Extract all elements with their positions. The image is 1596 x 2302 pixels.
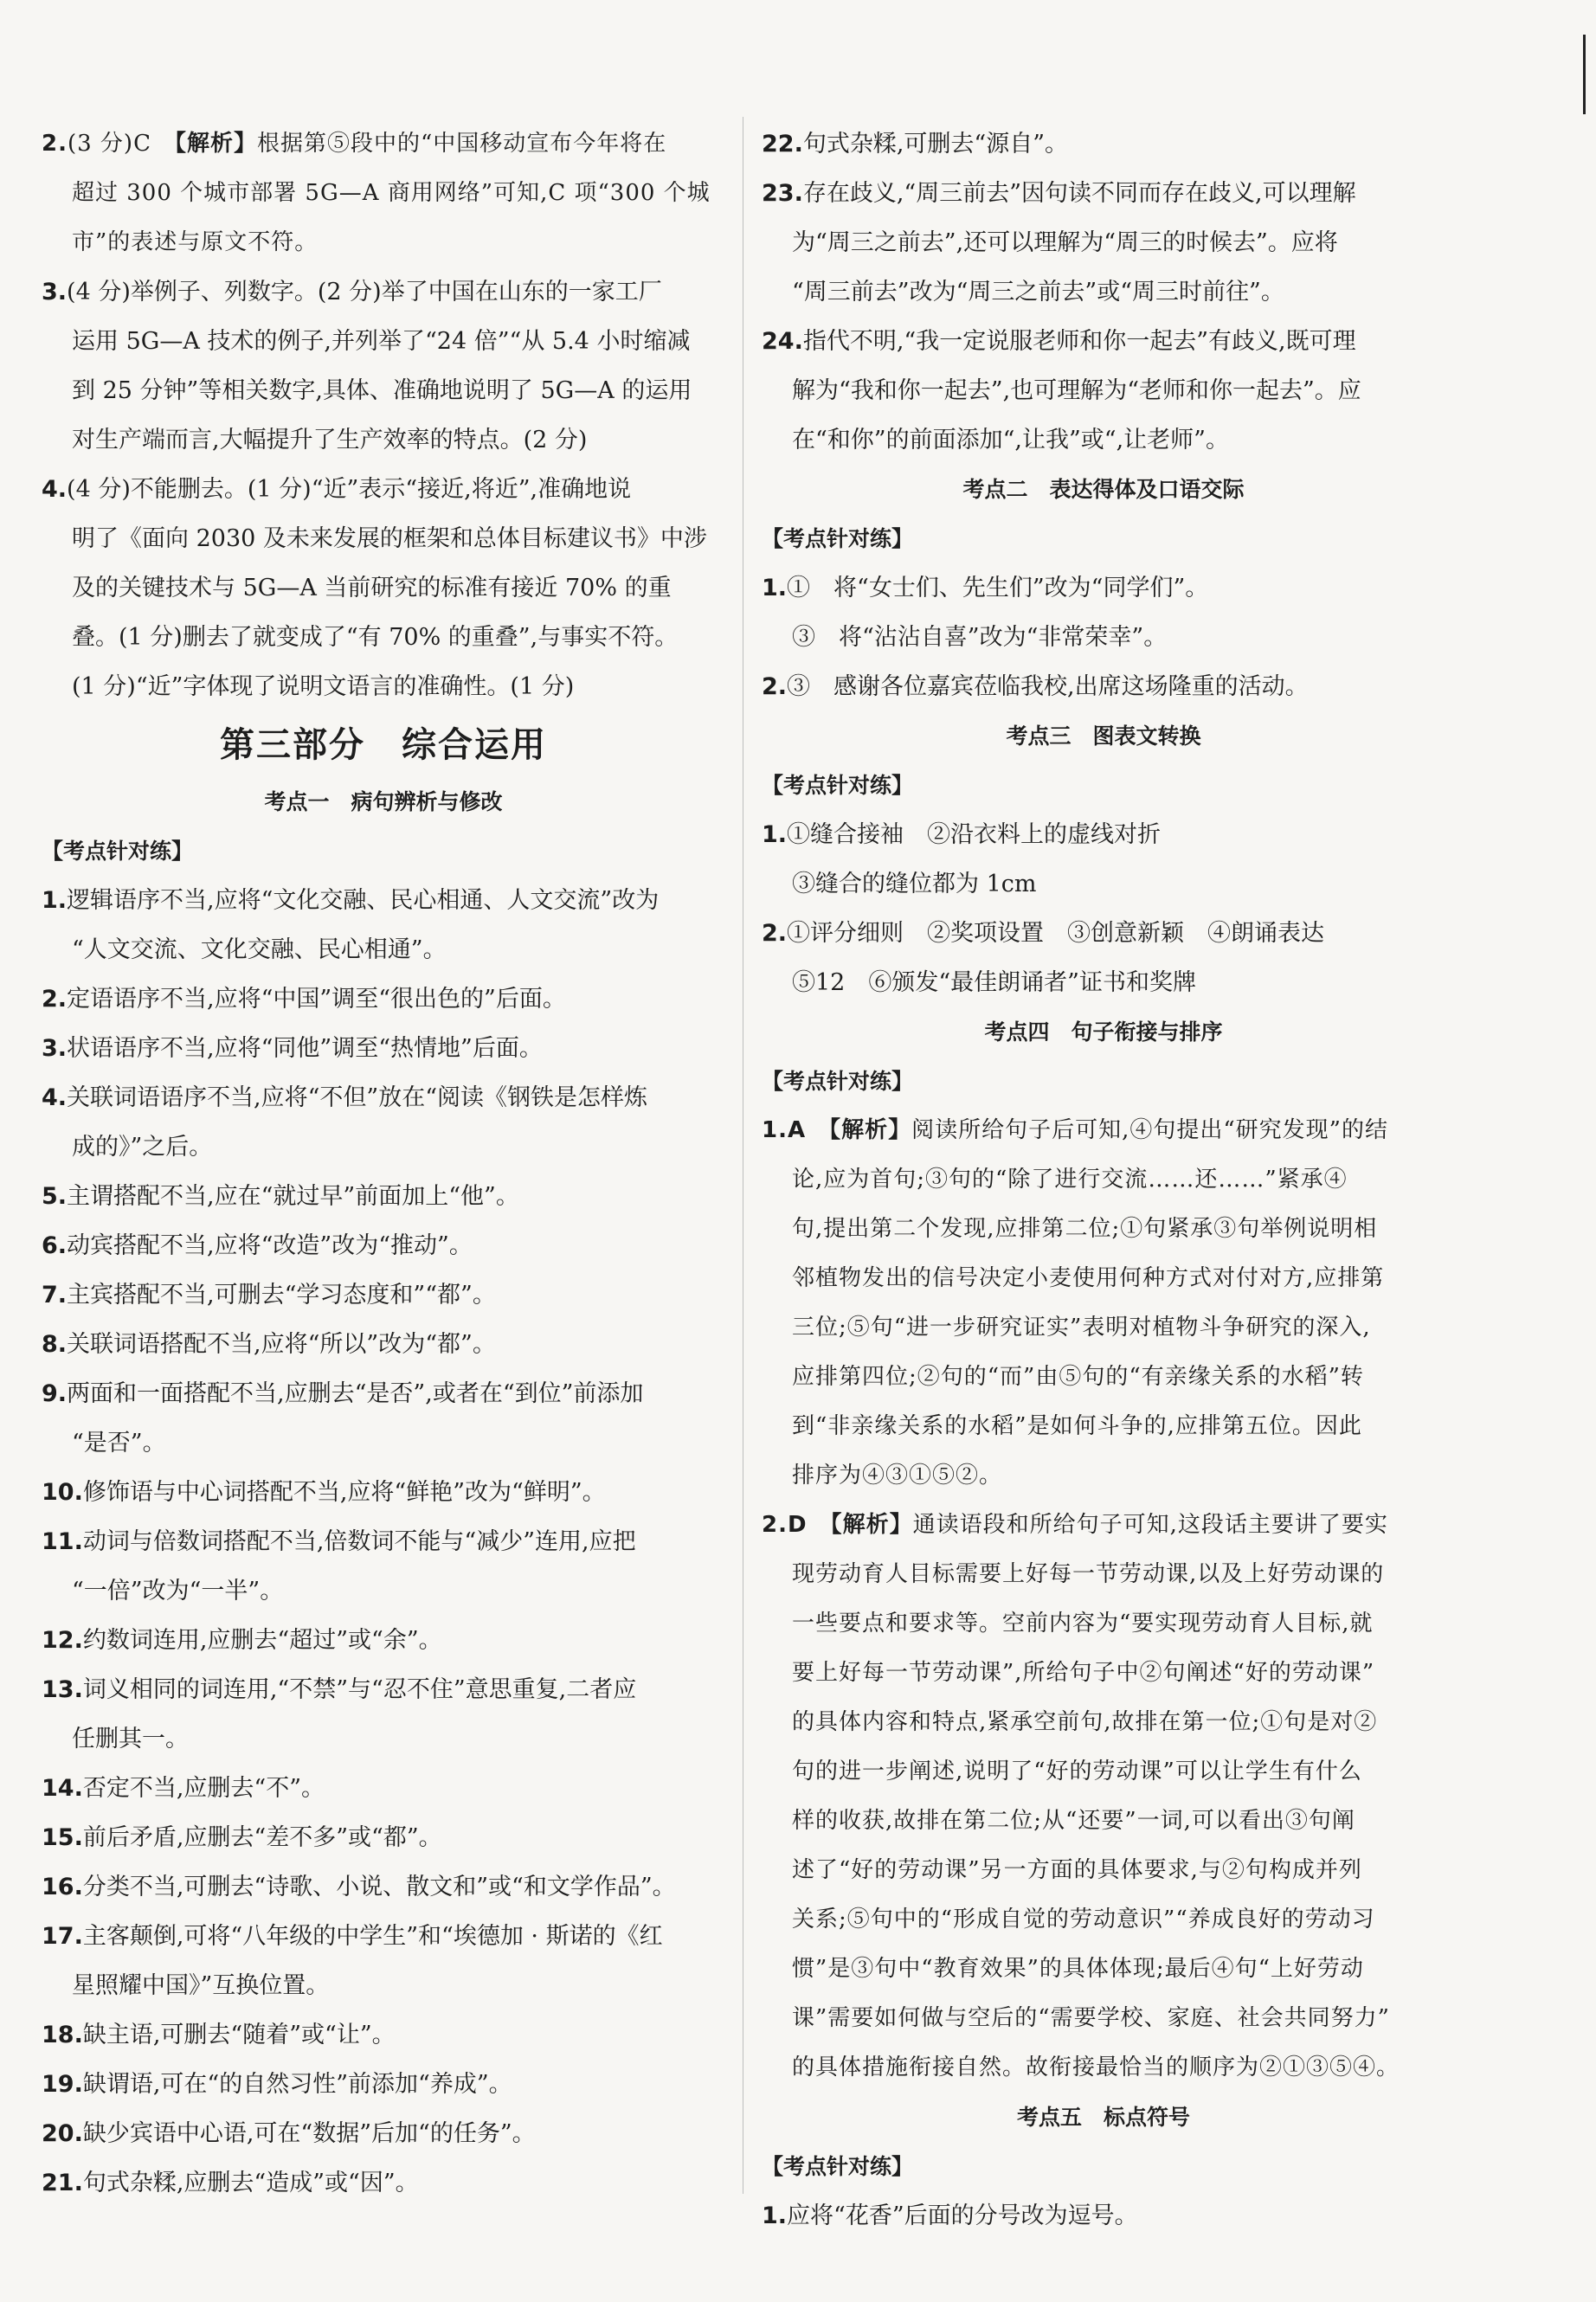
item-number: 1. (762, 821, 788, 848)
topic-4-answer-1 (762, 1106, 1445, 1155)
item-number: 1. (762, 2202, 788, 2229)
answer-item (762, 169, 1445, 218)
answer-item (42, 1616, 725, 1665)
answer-text: (4 分)举例子、列数字。(2 分)举了中国在山东的一家工厂 (67, 279, 662, 305)
practice-label: 【考点针对练】 (762, 526, 914, 551)
answer-text: 否定不当,应删去“不”。 (82, 1775, 325, 1802)
item-number: 2. (762, 920, 788, 947)
answer-text: 状语语序不当,应将“同他”调至“热情地”后面。 (67, 1035, 543, 1062)
item-number: 13. (42, 1676, 83, 1703)
answer-item (42, 2010, 725, 2060)
item-number: 2. (42, 986, 68, 1013)
answer-text: 主客颠倒,可将“八年级的中学生”和“埃德加 · 斯诺的《红 (82, 1923, 663, 1950)
item-number: 10. (42, 1479, 83, 1506)
answer-text: 缺主语,可删去“随着”或“让”。 (82, 2022, 396, 2048)
answer-line: 的具体措施衔接自然。故衔接最恰当的顺序为②①③⑤④。 (792, 2054, 1400, 2080)
answer-text: ①缝合接袖 ②沿衣料上的虚线对折 (787, 821, 1162, 848)
answer-text: 句式杂糅,可删去“源自”。 (802, 131, 1069, 158)
answer-text: 两面和一面搭配不当,应删去“是否”,或者在“到位”前添加 (67, 1380, 644, 1407)
answer-line: 及的关键技术与 5G—A 当前研究的标准有接近 70% 的重 (72, 575, 672, 601)
left-column (42, 119, 725, 2208)
answer-line: 任删其一。 (72, 1726, 189, 1752)
answer-line: 一些要点和要求等。空前内容为“要实现劳动育人目标,就 (792, 1611, 1374, 1636)
answer-text: 缺少宾语中心语,可在“数据”后加“的任务”。 (82, 2120, 536, 2147)
answer-2 (42, 119, 725, 169)
answer-text: 约数词连用,应删去“超过”或“余”。 (82, 1627, 442, 1654)
item-number: 4. (42, 476, 68, 503)
answer-item (42, 1270, 725, 1320)
item-number: 2. (762, 673, 788, 700)
item-number: 11. (42, 1528, 83, 1555)
answer-line: “是否”。 (72, 1430, 166, 1456)
answer-item (42, 1468, 725, 1517)
item-number: 7. (42, 1282, 68, 1309)
answer-line: 解为“我和你一起去”,也可理解为“老师和你一起去”。应 (792, 377, 1361, 404)
answer-line: “周三前去”改为“周三之前去”或“周三时前往”。 (792, 279, 1284, 305)
answer-text: 存在歧义,“周三前去”因句读不同而存在歧义,可以理解 (802, 180, 1356, 207)
answer-line: “人文交流、文化交融、民心相通”。 (72, 936, 447, 963)
practice-label: 【考点针对练】 (762, 1069, 914, 1094)
answer-line: ③ 将“沾沾自喜”改为“非常荣幸”。 (792, 624, 1168, 651)
answer-line: 对生产端而言,大幅提升了生产效率的特点。(2 分) (72, 427, 588, 453)
answer-line: 运用 5G—A 技术的例子,并列举了“24 倍”“从 5.4 小时缩减 (72, 328, 691, 355)
item-number: 9. (42, 1380, 68, 1407)
answer-text: 动词与倍数词搭配不当,倍数词不能与“减少”连用,应把 (82, 1528, 636, 1555)
item-number: 22. (762, 131, 803, 158)
analysis-tag: 【解析】 (829, 1117, 912, 1143)
answer-item (762, 662, 1445, 711)
answer-item (762, 810, 1445, 859)
answer-item (42, 1369, 725, 1418)
answer-line: 现劳动育人目标需要上好每一节劳动课,以及上好劳动课的 (792, 1561, 1385, 1587)
item-number: 8. (42, 1331, 68, 1358)
answer-line: 三位;⑤句“进一步研究证实”表明对植物斗争研究的深入, (792, 1315, 1371, 1341)
answer-item (762, 909, 1445, 958)
item-number: 19. (42, 2071, 83, 2098)
answer-line: 邻植物发出的信号决定小麦使用何种方式对付对方,应排第 (792, 1265, 1385, 1291)
answer-line: 为“周三之前去”,还可以理解为“周三的时候去”。应将 (792, 229, 1338, 256)
part-title: 第三部分 综合运用 (220, 725, 547, 765)
answer-item (42, 2109, 725, 2158)
item-number: 14. (42, 1775, 83, 1802)
answer-line: 惯”是③句中“教育效果”的具体体现;最后④句“上好劳动 (792, 1956, 1364, 1982)
item-number: 12. (42, 1627, 83, 1654)
answer-text: 逻辑语序不当,应将“文化交融、民心相通、人文交流”改为 (67, 887, 660, 914)
answer-line: 在“和你”的前面添加“,让我”或“,让老师”。 (792, 427, 1229, 453)
answer-text: 通读语段和所给句子可知,这段话主要讲了要实 (912, 1512, 1388, 1538)
answer-text: ① 将“女士们、先生们”改为“同学们”。 (787, 575, 1209, 601)
topic-5-answer-1 (762, 2191, 1445, 2241)
answer-text: 词义相同的词连用,“不禁”与“忍不住”意思重复,二者应 (82, 1676, 637, 1703)
answer-item (42, 1764, 725, 1813)
item-number: 24. (762, 328, 803, 355)
item-number: 18. (42, 2022, 83, 2048)
answer-line: 句的进一步阐述,说明了“好的劳动课”可以让学生有什么 (792, 1759, 1362, 1784)
topic-heading-1: 考点一 病句辨析与修改 (264, 789, 503, 814)
item-number: 20. (42, 2120, 83, 2147)
answer-text: 主谓搭配不当,应在“就过早”前面加上“他”。 (67, 1183, 519, 1210)
answer-choice: D (787, 1512, 808, 1538)
practice-label: 【考点针对练】 (762, 773, 914, 798)
answer-line: “一倍”改为“一半”。 (72, 1578, 284, 1604)
answer-item (762, 317, 1445, 366)
answer-line: 句,提出第二个发现,应排第二位;①句紧承③句举例说明相 (792, 1216, 1378, 1242)
answer-line: 明了《面向 2030 及未来发展的框架和总体目标建议书》中涉 (72, 525, 707, 552)
answer-item (762, 119, 1445, 169)
item-number: 5. (42, 1183, 68, 1210)
answer-text: 根据第⑤段中的“中国移动宣布今年将在 (257, 131, 667, 157)
answer-line: 到 25 分钟”等相关数字,具体、准确地说明了 5G—A 的运用 (72, 377, 692, 404)
answer-item (42, 1221, 725, 1270)
answer-line: 市”的表述与原文不符。 (72, 229, 319, 255)
answer-text: 修饰语与中心词搭配不当,应将“鲜艳”改为“鲜明”。 (82, 1479, 606, 1506)
answer-line: 成的》”之后。 (72, 1134, 213, 1161)
item-number: 1. (42, 887, 68, 914)
answer-text: 缺谓语,可在“的自然习性”前添加“养成”。 (82, 2071, 512, 2098)
answer-item (42, 1813, 725, 1862)
answer-text: 动宾搭配不当,应将“改造”改为“推动”。 (67, 1232, 473, 1259)
answer-item (42, 2060, 725, 2109)
item-number: 1. (762, 1117, 788, 1143)
topic-4-answer-1-cont (762, 1155, 1445, 1501)
answer-line: 排序为④③①⑤②。 (792, 1463, 1003, 1489)
item-number: 1. (762, 575, 788, 601)
answer-line: 关系;⑤句中的“形成自觉的劳动意识”“养成良好的劳动习 (792, 1907, 1375, 1932)
item-number: 3. (42, 279, 68, 305)
item-number: 2. (42, 131, 68, 157)
answer-text: 分类不当,可删去“诗歌、小说、散文和”或“和文学作品”。 (82, 1874, 676, 1900)
answer-text: ①评分细则 ②奖项设置 ③创意新颖 ④朗诵表达 (787, 920, 1325, 947)
topic-3-answers (762, 810, 1445, 1007)
item-number: 17. (42, 1923, 83, 1950)
item-number: 3. (42, 1035, 68, 1062)
topic-heading-4: 考点四 句子衔接与排序 (984, 1019, 1223, 1045)
answer-item (42, 1665, 725, 1714)
edge-mark (1583, 35, 1586, 114)
analysis-tag: 【解析】 (174, 131, 257, 157)
practice-label: 【考点针对练】 (42, 839, 194, 864)
answer-line: 超过 300 个城市部署 5G—A 商用网络”可知,C 项“300 个城 (72, 180, 711, 206)
answer-item (42, 1912, 725, 1961)
answer-item (42, 1073, 725, 1122)
answer-item (42, 974, 725, 1024)
answer-text: 阅读所给句子后可知,④句提出“研究发现”的结 (911, 1117, 1388, 1143)
answer-line: 述了“好的劳动课”另一方面的具体要求,与②句构成并列 (792, 1857, 1362, 1883)
answer-line: 样的收获,故排在第二位;从“还要”一词,可以看出③句阐 (792, 1808, 1355, 1834)
answer-text: 关联词语语序不当,应将“不但”放在“阅读《钢铁是怎样炼 (67, 1084, 648, 1111)
answer-text: 应将“花香”后面的分号改为逗号。 (787, 2202, 1138, 2229)
answer-choice: A (787, 1117, 807, 1143)
practice-label: 【考点针对练】 (762, 2154, 914, 2179)
answer-item (42, 1862, 725, 1912)
answer-line: 到“非亲缘关系的水稻”是如何斗争的,应排第五位。因此 (792, 1413, 1362, 1439)
answer-line: 课”需要如何做与空后的“需要学校、家庭、社会共同努力” (792, 2005, 1390, 2031)
answer-item (42, 2158, 725, 2208)
answer-item (42, 1320, 725, 1369)
answer-item (42, 1517, 725, 1566)
left-answer-list (42, 876, 725, 2208)
answer-line: 要上好每一节劳动课”,所给句子中②句阐述“好的劳动课” (792, 1660, 1375, 1686)
item-number: 15. (42, 1824, 83, 1851)
answer-text: 前后矛盾,应删去“差不多”或“都”。 (82, 1824, 442, 1851)
topic-2-answers (762, 563, 1445, 711)
answer-score: (3 分)C (67, 131, 151, 157)
answer-item (762, 563, 1445, 613)
answer-item (42, 1172, 725, 1221)
topic-heading-2: 考点二 表达得体及口语交际 (962, 477, 1245, 502)
answer-line: 应排第四位;②句的“而”由⑤句的“有亲缘关系的水稻”转 (792, 1364, 1364, 1390)
item-number: 4. (42, 1084, 68, 1111)
analysis-tag: 【解析】 (830, 1512, 913, 1538)
answer-line: 论,应为首句;③句的“除了进行交流……还……”紧承④ (792, 1167, 1348, 1193)
answer-text: 句式杂糅,应删去“造成”或“因”。 (82, 2170, 419, 2196)
item-number: 21. (42, 2170, 83, 2196)
answer-line: ⑤12 ⑥颁发“最佳朗诵者”证书和奖牌 (792, 969, 1196, 996)
item-number: 6. (42, 1232, 68, 1259)
answer-text: 主宾搭配不当,可删去“学习态度和”“都”。 (67, 1282, 496, 1309)
answer-text: 关联词语搭配不当,应将“所以”改为“都”。 (67, 1331, 496, 1358)
item-number: 23. (762, 180, 803, 207)
answer-text: 指代不明,“我一定说服老师和你一起去”有歧义,既可理 (802, 328, 1356, 355)
answer-line: 叠。(1 分)删去了就变成了“有 70% 的重叠”,与事实不符。 (72, 624, 679, 651)
topic-4-answer-2-cont (762, 1550, 1445, 2093)
answer-item (42, 876, 725, 925)
answer-text: 定语语序不当,应将“中国”调至“很出色的”后面。 (67, 986, 566, 1013)
answer-text: ③ 感谢各位嘉宾莅临我校,出席这场隆重的活动。 (787, 673, 1309, 700)
topic-heading-5: 考点五 标点符号 (1016, 2105, 1190, 2130)
answer-3 (42, 267, 725, 317)
answer-item (42, 1024, 725, 1073)
item-number: 2. (762, 1512, 788, 1538)
answer-line: ③缝合的缝位都为 1cm (792, 871, 1037, 897)
answer-line: 的具体内容和特点,紧承空前句,故排在第一位;①句是对② (792, 1709, 1378, 1735)
answer-4 (42, 465, 725, 514)
right-column (762, 119, 1445, 2241)
answer-line: (1 分)“近”字体现了说明文语言的准确性。(1 分) (72, 673, 575, 700)
item-number: 16. (42, 1874, 83, 1900)
answer-text: (4 分)不能删去。(1 分)“近”表示“接近,将近”,准确地说 (67, 476, 632, 503)
topic-heading-3: 考点三 图表文转换 (1006, 723, 1201, 749)
answer-line: 星照耀中国》”互换位置。 (72, 1972, 330, 1999)
topic-4-answer-2 (762, 1501, 1445, 1550)
right-answer-list-a (762, 119, 1445, 465)
